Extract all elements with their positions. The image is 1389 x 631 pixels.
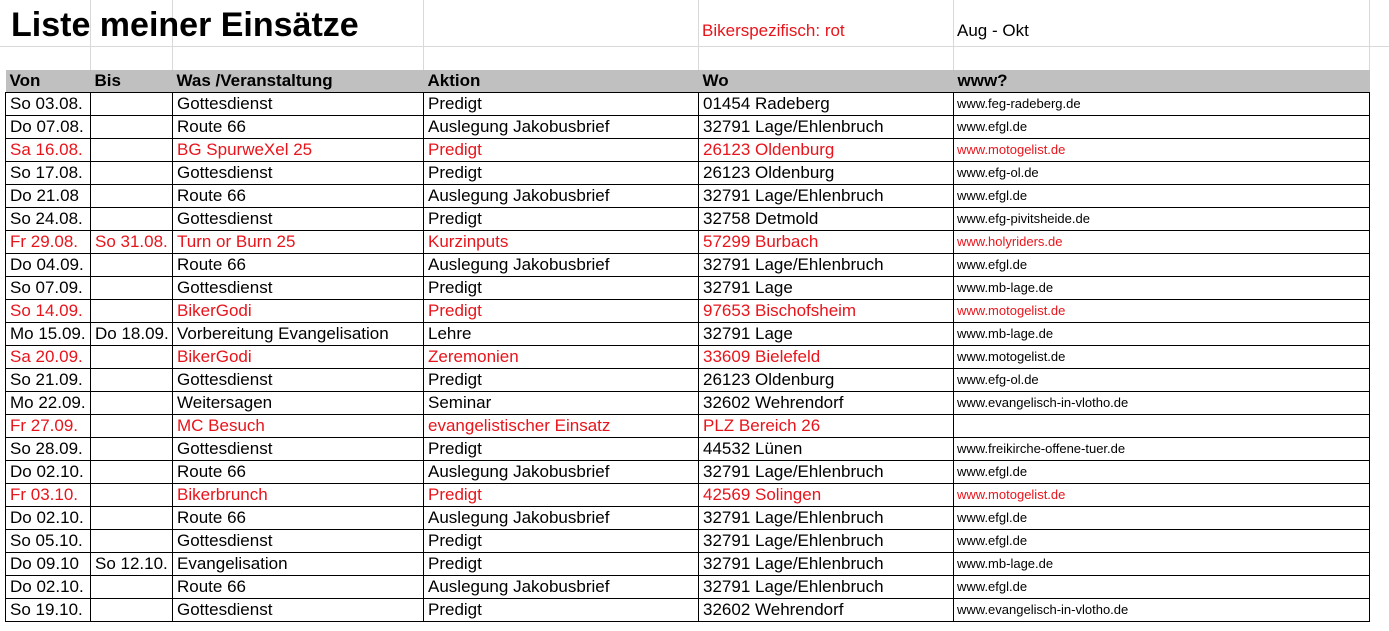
cell-wo[interactable]: 33609 Bielefeld [699,346,954,369]
cell-aktion[interactable]: Zeremonien [424,346,699,369]
column-header-wo[interactable]: Wo [699,70,954,93]
table-row [6,300,1370,323]
cell-wo[interactable]: 32791 Lage/Ehlenbruch [699,553,954,576]
cell-von[interactable]: Do 02.10. [6,576,91,599]
cell-was[interactable]: Gottesdienst [173,369,424,392]
cell-aktion[interactable]: Auslegung Jakobusbrief [424,461,699,484]
gridline [1369,0,1370,70]
cell-aktion[interactable]: Predigt [424,162,699,185]
cell-bis[interactable] [91,392,173,415]
cell-was[interactable]: Bikerbrunch [173,484,424,507]
cell-was[interactable]: Route 66 [173,507,424,530]
cell-aktion[interactable]: Predigt [424,369,699,392]
cell-wo[interactable]: PLZ Bereich 26 [699,415,954,438]
cell-bis[interactable]: Do 18.09. [91,323,173,346]
cell-wo[interactable]: 01454 Radeberg [699,93,954,116]
cell-aktion[interactable]: Predigt [424,438,699,461]
cell-von[interactable]: So 28.09. [6,438,91,461]
cell-aktion[interactable]: Predigt [424,599,699,622]
cell-bis[interactable] [91,185,173,208]
cell-wo[interactable]: 26123 Oldenburg [699,369,954,392]
cell-von[interactable]: Mo 15.09. [6,323,91,346]
table-row [6,461,1370,484]
table-row [6,254,1370,277]
cell-bis[interactable] [91,162,173,185]
cell-wo[interactable]: 32758 Detmold [699,208,954,231]
cell-bis[interactable] [91,461,173,484]
cell-aktion[interactable]: Auslegung Jakobusbrief [424,185,699,208]
cell-was[interactable]: BG SpurweXel 25 [173,139,424,162]
cell-wo[interactable]: 32791 Lage/Ehlenbruch [699,185,954,208]
cell-www[interactable]: www.efgl.de [954,254,1370,277]
table-row [6,530,1370,553]
cell-wo[interactable]: 57299 Burbach [699,231,954,254]
cell-www[interactable]: www.motogelist.de [954,484,1370,507]
cell-was[interactable]: Route 66 [173,116,424,139]
cell-www[interactable]: www.efgl.de [954,576,1370,599]
cell-von[interactable]: Do 02.10. [6,507,91,530]
column-header-www[interactable]: www? [954,70,1370,93]
gridline [0,46,1389,47]
cell-bis[interactable] [91,507,173,530]
cell-www[interactable]: www.freikirche-offene-tuer.de [954,438,1370,461]
legend-note: Bikerspezifisch: rot [702,21,845,40]
cell-was[interactable]: BikerGodi [173,300,424,323]
cell-von[interactable]: Fr 27.09. [6,415,91,438]
cell-von[interactable]: So 05.10. [6,530,91,553]
cell-wo[interactable]: 32791 Lage/Ehlenbruch [699,530,954,553]
cell-wo[interactable]: 44532 Lünen [699,438,954,461]
cell-www[interactable]: www.motogelist.de [954,300,1370,323]
cell-was[interactable]: Gottesdienst [173,530,424,553]
cell-was[interactable]: Gottesdienst [173,438,424,461]
cell-was[interactable]: Gottesdienst [173,599,424,622]
cell-bis[interactable] [91,116,173,139]
cell-wo[interactable]: 32791 Lage [699,277,954,300]
cell-aktion[interactable]: Auslegung Jakobusbrief [424,507,699,530]
cell-was[interactable]: Route 66 [173,185,424,208]
cell-was[interactable]: Route 66 [173,461,424,484]
cell-bis[interactable] [91,369,173,392]
table-row [6,553,1370,576]
cell-wo[interactable]: 32791 Lage/Ehlenbruch [699,116,954,139]
cell-was[interactable]: Gottesdienst [173,93,424,116]
cell-wo[interactable]: 32791 Lage/Ehlenbruch [699,507,954,530]
cell-bis[interactable] [91,599,173,622]
cell-aktion[interactable]: Auslegung Jakobusbrief [424,116,699,139]
cell-bis[interactable] [91,438,173,461]
cell-www[interactable]: www.efg-ol.de [954,369,1370,392]
cell-bis[interactable] [91,254,173,277]
table-row [6,93,1370,116]
table-row [6,231,1370,254]
gridline [423,0,424,70]
cell-www[interactable]: www.motogelist.de [954,346,1370,369]
cell-www[interactable]: www.efg-ol.de [954,162,1370,185]
table-row [6,323,1370,346]
cell-bis[interactable] [91,139,173,162]
cell-von[interactable]: So 14.09. [6,300,91,323]
table-row [6,208,1370,231]
cell-von[interactable]: Do 02.10. [6,461,91,484]
cell-bis[interactable] [91,208,173,231]
cell-www[interactable]: www.holyriders.de [954,231,1370,254]
page-title: Liste meiner Einsätze [11,6,359,44]
cell-von[interactable]: So 03.08. [6,93,91,116]
cell-von[interactable]: So 24.08. [6,208,91,231]
cell-www[interactable]: www.efgl.de [954,116,1370,139]
table-row [6,346,1370,369]
cell-was[interactable]: Gottesdienst [173,208,424,231]
events-table [5,70,1370,622]
cell-was[interactable]: Gottesdienst [173,162,424,185]
cell-bis[interactable] [91,415,173,438]
table-row [6,185,1370,208]
cell-www[interactable]: www.efgl.de [954,185,1370,208]
cell-www[interactable]: www.mb-lage.de [954,553,1370,576]
cell-von[interactable]: So 21.09. [6,369,91,392]
cell-von[interactable]: Sa 16.08. [6,139,91,162]
cell-wo[interactable]: 32602 Wehrendorf [699,599,954,622]
cell-aktion[interactable]: Predigt [424,93,699,116]
cell-was[interactable]: Gottesdienst [173,277,424,300]
column-header-aktion[interactable]: Aktion [424,70,699,93]
cell-wo[interactable]: 32791 Lage/Ehlenbruch [699,254,954,277]
cell-aktion[interactable]: Predigt [424,553,699,576]
cell-wo[interactable]: 32602 Wehrendorf [699,392,954,415]
table-row [6,576,1370,599]
cell-von[interactable]: Mo 22.09. [6,392,91,415]
cell-was[interactable]: Route 66 [173,576,424,599]
cell-bis[interactable] [91,346,173,369]
cell-www[interactable]: www.feg-radeberg.de [954,93,1370,116]
gridline [698,0,699,70]
cell-was[interactable]: Vorbereitung Evangelisation [173,323,424,346]
cell-bis[interactable] [91,93,173,116]
cell-wo[interactable]: 32791 Lage/Ehlenbruch [699,576,954,599]
cell-aktion[interactable]: Lehre [424,323,699,346]
cell-aktion[interactable]: Predigt [424,277,699,300]
table-row [6,507,1370,530]
cell-aktion[interactable]: Predigt [424,530,699,553]
cell-von[interactable]: Do 21.08 [6,185,91,208]
cell-von[interactable]: Do 04.09. [6,254,91,277]
cell-bis[interactable] [91,576,173,599]
cell-aktion[interactable]: Auslegung Jakobusbrief [424,254,699,277]
cell-www[interactable]: www.efgl.de [954,461,1370,484]
table-body [6,93,1370,622]
cell-wo[interactable]: 42569 Solingen [699,484,954,507]
table-row [6,392,1370,415]
cell-aktion[interactable]: Predigt [424,208,699,231]
cell-bis[interactable] [91,484,173,507]
cell-www[interactable]: www.efg-pivitsheide.de [954,208,1370,231]
column-header-was[interactable]: Was /Veranstaltung [173,70,424,93]
cell-wo[interactable]: 26123 Oldenburg [699,162,954,185]
cell-www[interactable]: www.evangelisch-in-vlotho.de [954,392,1370,415]
table-row [6,139,1370,162]
cell-bis[interactable]: So 12.10. [91,553,173,576]
cell-www[interactable]: www.efgl.de [954,507,1370,530]
cell-www[interactable] [954,415,1370,438]
cell-von[interactable]: So 17.08. [6,162,91,185]
table-row [6,277,1370,300]
cell-aktion[interactable]: Kurzinputs [424,231,699,254]
cell-von[interactable]: Fr 29.08. [6,231,91,254]
table-row [6,438,1370,461]
cell-von[interactable]: Sa 20.09. [6,346,91,369]
gridline [953,0,954,70]
table-row [6,369,1370,392]
cell-von[interactable]: Fr 03.10. [6,484,91,507]
cell-wo[interactable]: 32791 Lage/Ehlenbruch [699,461,954,484]
cell-aktion[interactable]: Predigt [424,484,699,507]
date-range: Aug - Okt [957,21,1029,40]
cell-aktion[interactable]: Seminar [424,392,699,415]
cell-bis[interactable]: So 31.08. [91,231,173,254]
cell-von[interactable]: Do 09.10 [6,553,91,576]
cell-was[interactable]: Evangelisation [173,553,424,576]
cell-wo[interactable]: 26123 Oldenburg [699,139,954,162]
cell-was[interactable]: MC Besuch [173,415,424,438]
cell-was[interactable]: Turn or Burn 25 [173,231,424,254]
cell-was[interactable]: BikerGodi [173,346,424,369]
table-row [6,415,1370,438]
cell-www[interactable]: www.efgl.de [954,530,1370,553]
cell-www[interactable]: www.motogelist.de [954,139,1370,162]
header-row [6,70,1370,93]
cell-von[interactable]: Do 07.08. [6,116,91,139]
column-header-von[interactable]: Von [6,70,91,93]
cell-www[interactable]: www.mb-lage.de [954,323,1370,346]
cell-von[interactable]: So 07.09. [6,277,91,300]
cell-bis[interactable] [91,277,173,300]
cell-was[interactable]: Route 66 [173,254,424,277]
table-row [6,162,1370,185]
cell-www[interactable]: www.evangelisch-in-vlotho.de [954,599,1370,622]
cell-aktion[interactable]: evangelistischer Einsatz [424,415,699,438]
column-header-bis[interactable]: Bis [91,70,173,93]
cell-aktion[interactable]: Auslegung Jakobusbrief [424,576,699,599]
cell-bis[interactable] [91,530,173,553]
cell-www[interactable]: www.mb-lage.de [954,277,1370,300]
cell-von[interactable]: So 19.10. [6,599,91,622]
table-row [6,484,1370,507]
cell-aktion[interactable]: Predigt [424,139,699,162]
cell-wo[interactable]: 32791 Lage [699,323,954,346]
cell-wo[interactable]: 97653 Bischofsheim [699,300,954,323]
cell-was[interactable]: Weitersagen [173,392,424,415]
table-row [6,116,1370,139]
table-row [6,599,1370,622]
cell-aktion[interactable]: Predigt [424,300,699,323]
cell-bis[interactable] [91,300,173,323]
